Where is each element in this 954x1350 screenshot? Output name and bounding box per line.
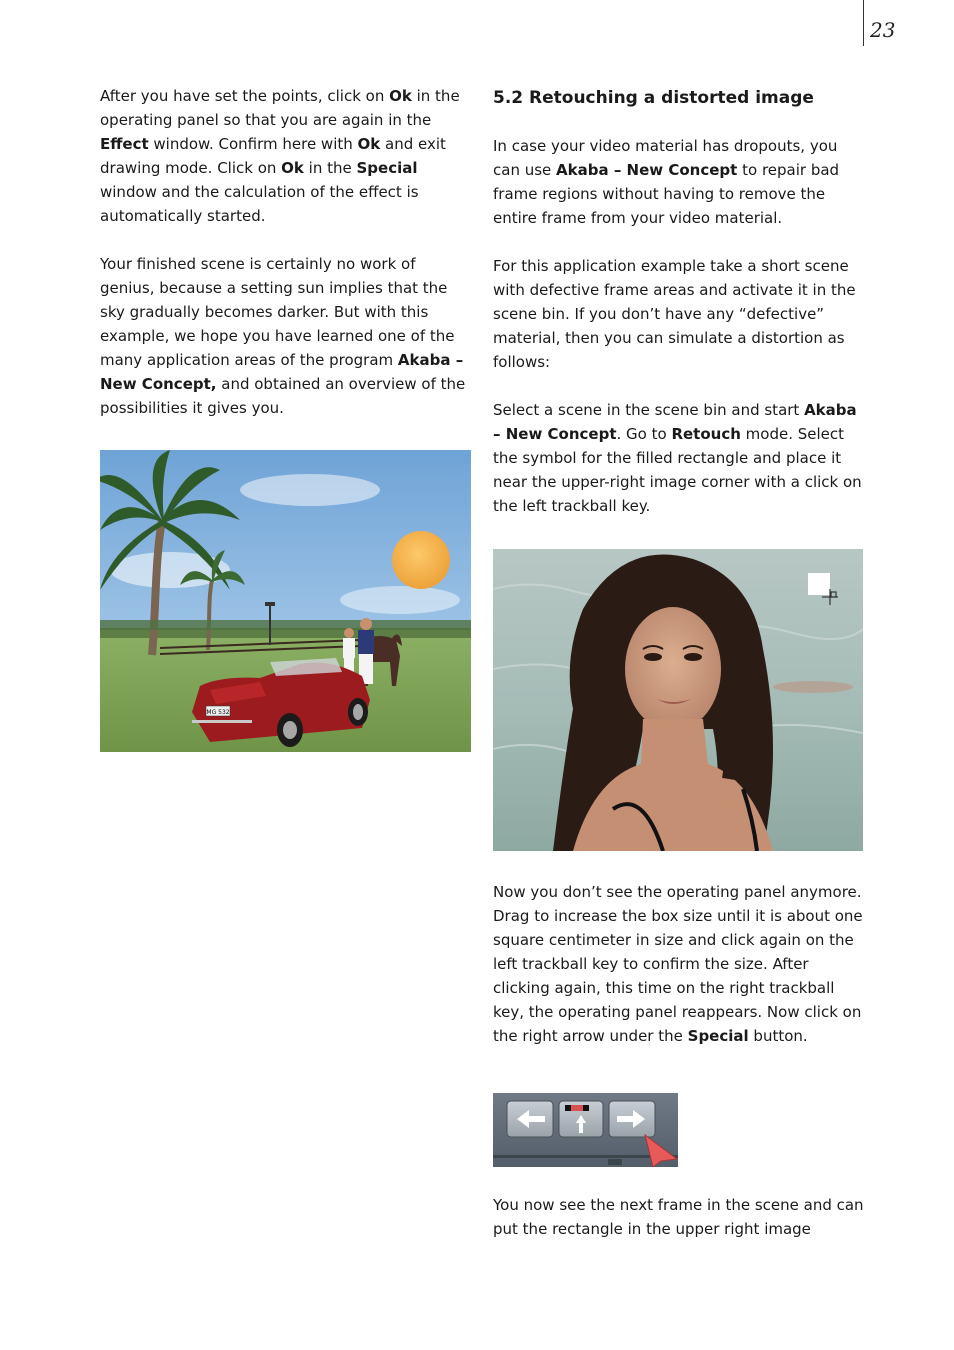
sunset-scene-photo	[100, 450, 471, 752]
text-run: window. Confirm here with	[148, 135, 358, 153]
text-run: After you have set the points, click on	[100, 87, 390, 105]
bold-term: Ok	[389, 87, 412, 105]
license-plate: MG 532	[206, 709, 230, 716]
bold-term: Akaba – New Concept,	[100, 351, 464, 393]
center-up-button[interactable]	[559, 1101, 603, 1137]
text-run: Your finished scene is certainly no work of genius, because a setting sun implies that the sky gradually becomes darker. But with this example, we hope you have learned one of the many application areas of the program	[100, 255, 455, 369]
bold-term: Special	[356, 159, 418, 177]
text-run: For this application example take a short scene with defective frame areas and activate it in the scene bin. If you don’t have any “defective” material, then you can simulate a distortion as follows:	[493, 257, 856, 371]
text-run: and exit drawing mode. Click on	[100, 135, 446, 177]
page-divider	[863, 0, 864, 46]
woman-portrait-photo	[493, 549, 863, 851]
right-column-top	[493, 86, 865, 518]
left-paragraph-2	[100, 252, 472, 420]
text-run: window and the calculation of the effect is automatically started.	[100, 183, 419, 225]
text-run: in the	[303, 159, 357, 177]
text-run: button.	[748, 1027, 808, 1045]
bold-term: Effect	[100, 135, 149, 153]
text-run: mode. Select the symbol for the filled rectangle and place it near the upper-right image corner with a click on the left trackball key.	[493, 425, 862, 515]
left-arrow-button[interactable]	[507, 1101, 553, 1137]
section-heading: 5.2 Retouching a distorted image	[493, 88, 814, 108]
left-paragraph-1	[100, 84, 472, 228]
text-run: Select a scene in the scene bin and start	[493, 401, 805, 419]
page-number: 23	[870, 18, 896, 42]
bold-term: Akaba – New Concept	[493, 401, 857, 443]
bold-term: Special	[687, 1027, 749, 1045]
bold-term: Ok	[357, 135, 381, 153]
retouch-rectangle	[808, 573, 830, 595]
text-run: and obtained an overview of the possibilities it gives you.	[100, 375, 466, 417]
text-run: . Go to	[616, 425, 672, 443]
bold-term: Retouch	[671, 425, 741, 443]
text-run: You now see the next frame in the scene and can put the rectangle in the upper right image	[493, 1196, 864, 1238]
text-run: Now you don’t see the operating panel anymore. Drag to increase the box size until it is about one square centimeter in size and click again on the left trackball key to confirm the size. After clicking again, this time on the right trackball key, the operating panel reappears. Now click on the right arrow under the	[493, 883, 863, 1045]
right-arrow-button[interactable]	[609, 1101, 655, 1137]
bold-term: Ok	[281, 159, 304, 177]
sun-disc	[392, 531, 450, 589]
text-run: to repair bad frame regions without having to remove the entire frame from your video material.	[493, 161, 840, 227]
text-run: in the operating panel so that you are again in the	[100, 87, 460, 129]
right-column-middle	[493, 880, 865, 1048]
right-paragraph-2	[493, 254, 865, 374]
right-paragraph-3	[493, 398, 865, 518]
right-column-bottom	[493, 1193, 865, 1241]
left-column	[100, 84, 472, 420]
right-paragraph-4	[493, 880, 865, 1048]
right-paragraph-1	[493, 134, 865, 230]
text-run: In case your video material has dropouts, you can use	[493, 137, 838, 179]
bold-term: Akaba – New Concept	[556, 161, 738, 179]
right-paragraph-5	[493, 1193, 865, 1241]
arrow-buttons-panel	[493, 1093, 678, 1167]
